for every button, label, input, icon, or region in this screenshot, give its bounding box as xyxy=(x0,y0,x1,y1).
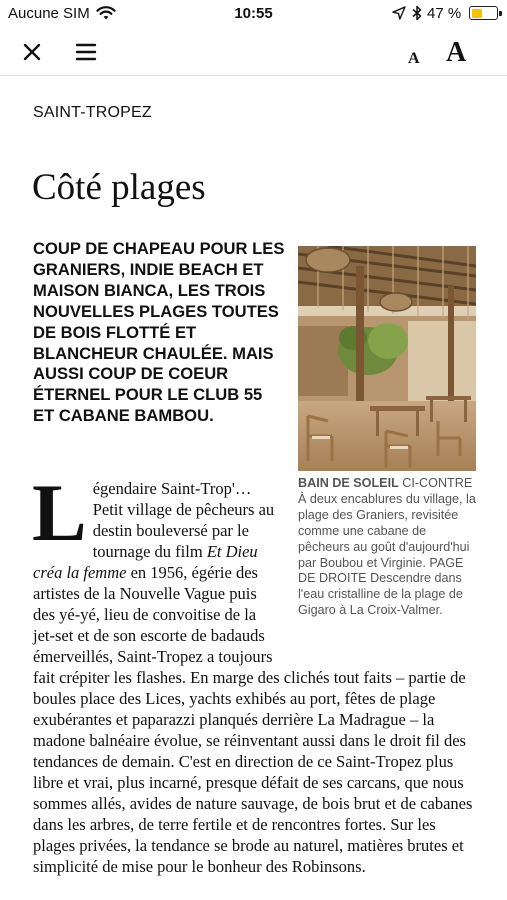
article-body xyxy=(32,467,478,877)
photo-illustration xyxy=(298,246,476,471)
battery-fill xyxy=(472,9,483,18)
article-lead: COUP DE CHAPEAU POUR LES GRANIERS, INDIE BEACH ET MAISON BIANCA, LES TROIS NOUVELLES PLAGES TOUTES DE BOIS FLOTTÉ ET BLANCHEUR CHAULÉE. MAIS AUSSI COUP DE COEUR ÉTERNEL POUR LE CLUB 55 ET CABANE BAMBOU. xyxy=(33,239,285,426)
reader-toolbar xyxy=(0,30,507,76)
film-title: Et Dieu créa la femme xyxy=(33,542,258,582)
drop-cap: L xyxy=(32,467,87,558)
battery-nub xyxy=(499,11,502,16)
status-bar xyxy=(0,0,507,28)
font-size-decrease-button[interactable]: A xyxy=(408,50,420,67)
carrier-label: Aucune SIM xyxy=(8,5,90,22)
battery-icon xyxy=(469,6,498,20)
body-intro: égendaire Saint-Trop'… Petit village de pêcheurs au destin bouleversé par le tournage du film xyxy=(92,479,275,561)
hamburger-menu-icon[interactable] xyxy=(74,40,98,64)
caption-spacer xyxy=(278,478,478,648)
close-icon[interactable] xyxy=(20,40,44,64)
location-arrow-icon xyxy=(392,6,406,20)
beach-cabana-photo xyxy=(298,246,476,471)
battery-percent: 47 % xyxy=(427,5,462,22)
bluetooth-icon xyxy=(411,5,423,21)
article-title: Côté plages xyxy=(32,167,206,208)
caption-text: CI-CONTRE À deux encablures du village, la plage des Graniers, revisitée comme une cabane de pêcheurs au goût d'aujourd'hui par Boubou et Virginie. PAGE DE DROITE Descendre dans l'eau cristalline de la plage de Gigaro à La Croix-Valmer. xyxy=(298,476,476,618)
clock: 10:55 xyxy=(234,5,273,22)
caption-heading: BAIN DE SOLEIL xyxy=(298,476,399,490)
body-rest: en 1956, égérie des artistes de la Nouvelle Vague puis des yé-yé, lieu de convoitise de la jet-set et de son escorte de badauds émerveillés, Saint-Tropez a toujours fait crépiter les flashes. En marge des clichés tout faits – partie de boules place des Lices, yachts exhibés au port, fêtes de plage exubérantes et paparazzi planqués derrière La Madrague – la madone balnéaire évolue, se réinventant aussi dans le droit fil des tendances de demain. C'est en direction de ce Saint-Tropez plus libre et vrai, plus incarné, presque défait de ses carcans, que nous sommes allés, avides de nature sauvage, de bois brut et de cabanes dans les arbres, de terre fertile et de rencontres fortes. Sur les plages privées, la tendance se brode au naturel, matières brutes et simplicité de mise pour le bonheur des Robinsons. xyxy=(33,563,473,876)
font-size-increase-button[interactable]: A xyxy=(446,37,467,68)
section-label: SAINT-TROPEZ xyxy=(33,104,152,121)
